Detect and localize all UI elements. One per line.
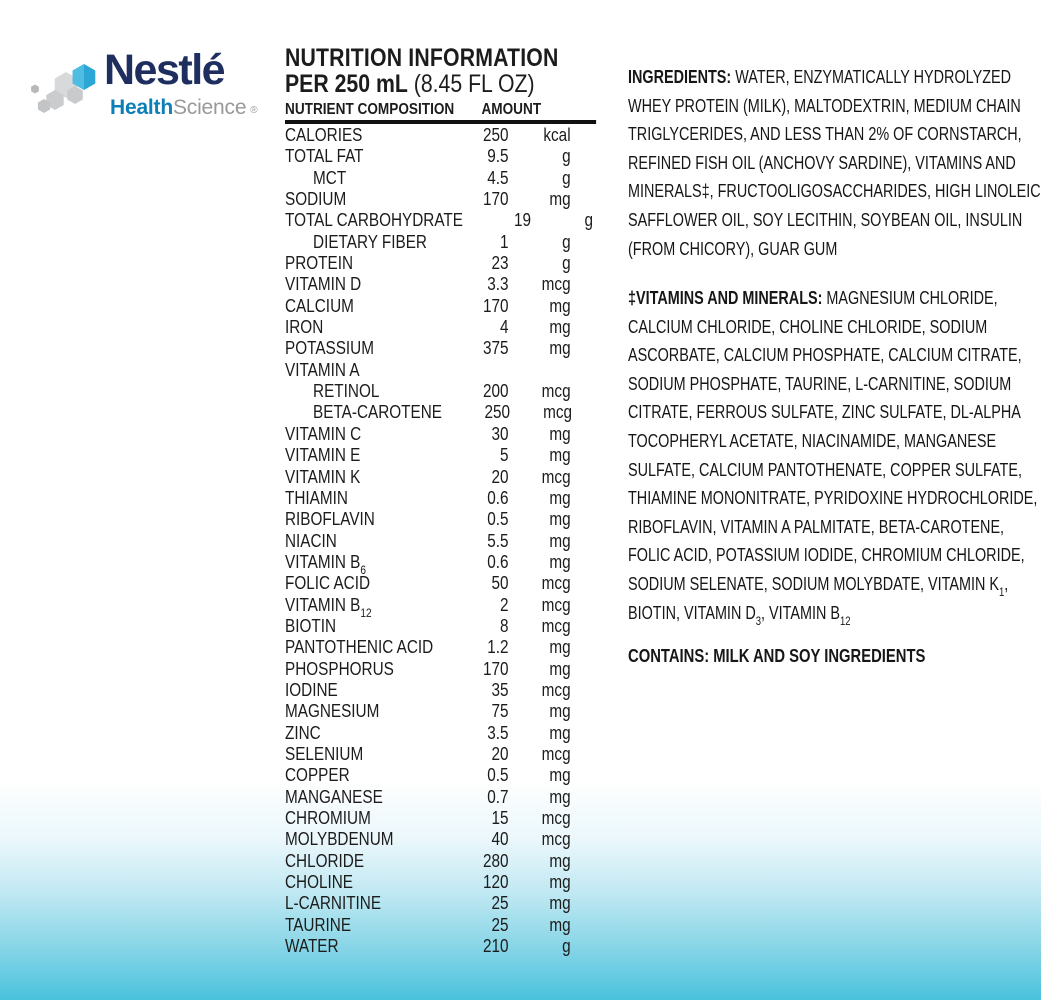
vitamins-minerals-text: MAGNESIUM CHLORIDE, CALCIUM CHLORIDE, CHOLINE CHLORIDE, SODIUM ASCORBATE, CALCIUM PHOSPHATE, CALCIUM CITRATE, SODIUM PHOSPHATE, TAURINE, L-CARNITINE, SODIUM CITRATE, FERROUS SULFATE, ZINC SULFATE, DL-ALPHA TOCOPHERYL ACETATE, NIACINAMIDE, MANGANESE SULFATE, CALCIUM PANTOTHENATE, COPPER SULFATE, THIAMINE MONONITRATE, PYRIDOXINE HYDROCHLORIDE, RIBOFLAVIN, VITAMIN A PALMITATE, BETA-CAROTENE, FOLIC ACID, POTASSIUM IODIDE, CHROMIUM CHLORIDE, SODIUM SELENATE, SODIUM MOLYBDATE, VITAMIN $K_1$, BIOTIN, VITAMIN $D_3$, VITAMIN $B_{12}$ (628, 288, 1038, 628)
table-row (285, 936, 596, 957)
nutrient-amount: 200 (483, 381, 509, 402)
nutrient-name: RIBOFLAVIN (285, 509, 375, 530)
brand-health-label: Health (110, 96, 173, 119)
nutrient-unit: mg (549, 317, 571, 338)
nutrient-name: VITAMIN E (285, 445, 361, 466)
nutrient-name: CHLORIDE (285, 850, 365, 871)
nutrient-amount: 30 (491, 423, 509, 444)
nutrient-amount: 9.5 (487, 146, 509, 167)
nutrient-amount: 0.5 (487, 509, 509, 530)
table-row (285, 744, 596, 765)
nutrient-unit: mg (549, 701, 571, 722)
nutrient-name: CHOLINE (285, 872, 354, 893)
table-row (285, 551, 596, 577)
nutrient-unit: mcg (541, 615, 571, 636)
brand-subtext (110, 96, 257, 120)
table-row (285, 189, 596, 210)
nutrient-name: TAURINE (285, 914, 352, 935)
nutrient-unit: mg (549, 637, 571, 658)
table-row (285, 765, 596, 786)
nutrient-name: POTASSIUM (285, 338, 374, 359)
nutrient-name: CALORIES (285, 125, 363, 145)
nutrient-unit: mg (549, 765, 571, 786)
nutrient-amount (441, 360, 509, 381)
table-row (285, 893, 596, 914)
nutrient-amount: 20 (491, 743, 509, 764)
nutrient-unit: mg (549, 914, 571, 935)
nutrient-unit: mcg (541, 466, 571, 487)
nutrient-name: NIACIN (285, 530, 337, 551)
table-row (285, 616, 596, 637)
nutrient-name: IODINE (285, 679, 338, 700)
nutrient-name: PHOSPHORUS (285, 658, 394, 679)
nutrient-unit: mcg (541, 594, 571, 615)
nutrient-unit: mcg (541, 829, 571, 850)
nutrient-unit: g (584, 210, 594, 231)
nutrition-title: NUTRITION INFORMATION (285, 44, 559, 72)
nutrient-name: MCT (313, 167, 347, 188)
nutrient-amount: 0.7 (487, 786, 509, 807)
nutrition-panel (285, 45, 596, 957)
nutrient-name: VITAMIN C (285, 423, 362, 444)
column-header-amount: AMOUNT (481, 101, 542, 118)
serving-fl-oz: (8.45 FL OZ) (407, 70, 535, 98)
nutrient-name: IRON (285, 317, 324, 338)
nutrient-unit: g (562, 146, 571, 167)
nutrient-name: L-CARNITINE (285, 893, 382, 914)
table-row (285, 872, 596, 893)
table-row (285, 573, 596, 594)
nutrient-name: SELENIUM (285, 743, 364, 764)
ingredients-paragraph (628, 63, 1041, 263)
nutrient-amount: 170 (483, 658, 509, 679)
nutrient-unit: mg (549, 530, 571, 551)
nutrient-amount: 5.5 (487, 530, 509, 551)
hexagon-logo-mark-icon (30, 62, 110, 124)
table-row (285, 680, 596, 701)
nutrient-name: VITAMIN D (285, 274, 362, 295)
nutrient-name: BETA-CAROTENE (313, 402, 442, 423)
header-rule (285, 120, 596, 124)
table-row (285, 915, 596, 936)
table-row (285, 125, 596, 146)
column-header-nutrient: NUTRIENT COMPOSITION (285, 101, 455, 118)
nutrient-name: VITAMIN K (285, 466, 361, 487)
nutrient-amount: 5 (500, 445, 509, 466)
nutrient-amount: 0.6 (487, 487, 509, 508)
table-row (285, 851, 596, 872)
nutrient-name: CHROMIUM (285, 808, 371, 828)
nutrient-name: MAGNESIUM (285, 701, 380, 722)
nutrient-unit: mcg (543, 402, 573, 423)
nutrient-name: RETINOL (313, 381, 380, 402)
table-row (285, 659, 596, 680)
ingredients-label: INGREDIENTS: (628, 67, 732, 87)
nutrient-name: PANTOTHENIC ACID (285, 637, 434, 658)
nutrient-unit: mg (549, 872, 571, 893)
table-row (285, 146, 596, 167)
nutrient-unit: mg (549, 658, 571, 679)
table-row (285, 594, 596, 620)
nutrient-unit: mcg (541, 381, 571, 402)
contains-statement: CONTAINS: MILK AND SOY INGREDIENTS (628, 644, 926, 666)
nutrient-amount: 375 (483, 338, 509, 359)
nutrient-amount: 120 (483, 872, 509, 893)
nutrient-amount: 2 (500, 594, 509, 615)
nutrient-amount: 250 (483, 125, 509, 145)
nutrient-name: TOTAL FAT (285, 146, 364, 167)
nutrient-amount: 170 (483, 295, 509, 316)
table-column-headers (285, 101, 596, 118)
nutrition-serving (285, 71, 596, 98)
nutrient-unit: mg (549, 338, 571, 359)
nutrient-amount: 1 (500, 231, 509, 252)
nutrient-unit: mcg (541, 573, 571, 594)
table-row (285, 787, 596, 808)
nutrient-unit: mcg (541, 679, 571, 700)
nutrient-amount: 20 (491, 466, 509, 487)
table-row (285, 296, 596, 317)
table-row (285, 402, 596, 423)
nutrient-unit: mg (549, 189, 571, 210)
nutrient-unit: mg (549, 445, 571, 466)
table-row (285, 723, 596, 744)
nutrient-amount: 0.6 (487, 551, 509, 572)
nutrient-amount: 25 (491, 914, 509, 935)
table-row (285, 360, 596, 381)
nutrient-name: TOTAL CARBOHYDRATE (285, 210, 463, 231)
nutrient-unit (509, 360, 571, 381)
nutrient-unit: g (562, 231, 571, 252)
brand-science-label: Science (172, 96, 247, 119)
nutrient-unit: mg (549, 722, 571, 743)
registered-mark: ® (250, 105, 258, 116)
nutrient-amount: 1.2 (487, 637, 509, 658)
table-row (285, 531, 596, 552)
table-row (285, 829, 596, 850)
nutrient-amount: 4 (500, 317, 509, 338)
table-row (285, 467, 596, 488)
table-row (285, 338, 596, 359)
nutrient-amount: 210 (483, 936, 509, 957)
vitamins-minerals-label: ‡VITAMINS AND MINERALS: (628, 288, 823, 308)
nutrient-amount: 23 (491, 253, 509, 274)
nutrient-name: MOLYBDENUM (285, 829, 394, 850)
table-row (285, 637, 596, 658)
nutrient-amount: 250 (484, 402, 510, 423)
nutrient-amount: 25 (491, 893, 509, 914)
nutrient-unit: mg (549, 423, 571, 444)
nutrient-name: WATER (285, 936, 339, 957)
nutrient-name: VITAMIN $B_6$ (285, 551, 367, 577)
table-row (285, 253, 596, 274)
nutrient-amount: 0.5 (487, 765, 509, 786)
table-row (285, 210, 596, 231)
nutrient-name: DIETARY FIBER (313, 231, 427, 252)
nutrient-unit: mg (549, 850, 571, 871)
nutrient-unit: kcal (543, 125, 571, 145)
nutrient-name: ZINC (285, 722, 321, 743)
nutrient-amount: 3.3 (487, 274, 509, 295)
table-row (285, 445, 596, 466)
nutrient-amount: 280 (483, 850, 509, 871)
nutrient-unit: mg (549, 295, 571, 316)
nutrient-unit: g (562, 936, 571, 957)
nutrient-name: VITAMIN A (285, 359, 360, 380)
table-row (285, 509, 596, 530)
nutrient-name: CALCIUM (285, 295, 354, 316)
nutrient-name: FOLIC ACID (285, 573, 371, 594)
vitamins-minerals-paragraph (628, 284, 1038, 628)
nutrient-unit: mcg (541, 743, 571, 764)
nutrient-amount: 35 (491, 679, 509, 700)
nutrient-name: MANGANESE (285, 786, 383, 807)
nutrient-unit: g (562, 167, 571, 188)
nutrient-amount: 19 (513, 210, 531, 231)
nutrient-amount: 170 (483, 189, 509, 210)
nutrient-unit: mg (549, 509, 571, 530)
nutrient-unit: mcg (541, 808, 571, 828)
nutrient-amount: 40 (491, 829, 509, 850)
nutrient-unit: mg (549, 551, 571, 572)
nutrient-unit: mg (549, 893, 571, 914)
table-row (285, 381, 596, 402)
nutrient-name: VITAMIN $B_{12}$ (285, 594, 372, 620)
nutrient-amount: 50 (491, 573, 509, 594)
nutrient-unit: mcg (541, 274, 571, 295)
table-row (285, 488, 596, 509)
nutrient-unit: mg (549, 786, 571, 807)
nutrient-amount: 3.5 (487, 722, 509, 743)
ingredients-text: WATER, ENZYMATICALLY HYDROLYZED WHEY PROTEIN (MILK), MALTODEXTRIN, MEDIUM CHAIN TRIGLYCERIDES, AND LESS THAN 2% OF CORNSTARCH, REFINED FISH OIL (ANCHOVY SARDINE), VITAMINS AND MINERALS‡, FRUCTOOLIGOSACCHARIDES, HIGH LINOLEIC SAFFLOWER OIL, SOY LECITHIN, SOYBEAN OIL, INSULIN (FROM CHICORY), GUAR GUM (628, 67, 1041, 259)
table-row (285, 317, 596, 338)
nutrient-amount: 75 (491, 701, 509, 722)
table-row (285, 232, 596, 253)
table-row (285, 424, 596, 445)
nutrient-amount: 15 (491, 808, 509, 828)
table-row (285, 274, 596, 295)
nutrient-name: COPPER (285, 765, 350, 786)
table-row (285, 701, 596, 722)
nutrient-unit: mg (549, 487, 571, 508)
serving-size: PER 250 mL (285, 70, 408, 98)
table-row (285, 808, 596, 829)
nutrient-unit: g (562, 253, 571, 274)
brand-logo (30, 40, 280, 145)
table-row (285, 168, 596, 189)
nutrient-name: SODIUM (285, 189, 347, 210)
brand-wordmark: Nestlé (104, 46, 225, 94)
nutrient-name: THIAMIN (285, 487, 348, 508)
nutrient-name: BIOTIN (285, 615, 337, 636)
nutrient-amount: 8 (500, 615, 509, 636)
nutrient-table-body (285, 125, 596, 957)
nutrient-name: PROTEIN (285, 253, 354, 274)
nutrient-amount: 4.5 (487, 167, 509, 188)
